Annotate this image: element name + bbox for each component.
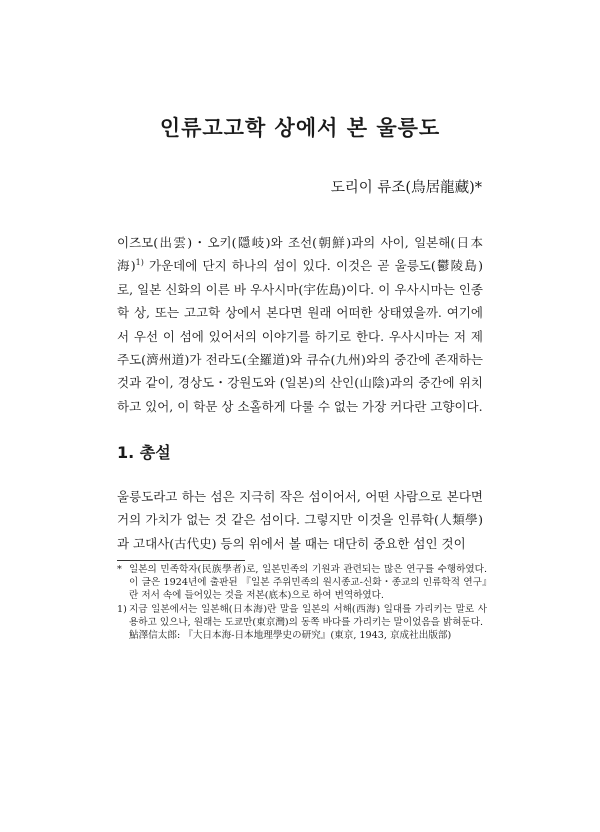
document-title: 인류고고학 상에서 본 울릉도 — [159, 115, 441, 140]
footnote-source: 鮎澤信太郎: 『大日本海-日本地理學史の研究』(東京, 1943, 京成社出版部) — [129, 630, 452, 642]
intro-paragraph — [117, 231, 483, 418]
intro-text-cont: 가운데에 단지 하나의 섬이 있다. 이것은 곧 울릉도(鬱陵島)로, 일본 신화의 이른 바 우사시마(宇佐島)이다. 이 우사시마는 인종학 상, 또는 고고학 상에서 본다면 원래 어떠한 상태였을까. 여기에서 우선 이 섬에 있어서의 이야기를 하기로 한다. 우사시마는 저 제주도(濟州道)가 전라도(全羅道)와 큐슈(九州)와의 중간에 존재하는 것과 같이, 경상도・강원도와 (일본)의 산인(山陰)과의 중간에 위치하고 있어, 이 학문 상 소홀하게 다룰 수 없는 가장 커다란 고향이다. — [117, 258, 483, 414]
footnotes — [117, 563, 487, 642]
footnote-1 — [117, 603, 487, 629]
author-line: 도리이 류조(鳥居龍藏)* — [330, 180, 482, 196]
section-heading: 1. 총설 — [117, 443, 171, 462]
footnote-text: 지금 일본에서는 일본해(日本海)란 말을 일본의 서해(西海) 일대를 가리키는 말로 사용하고 있으나, 원래는 도쿄만(東京灣)의 동쪽 바다를 가리키는 말이었음을 밝혀둔다. — [129, 603, 487, 628]
footnote-author — [117, 563, 487, 603]
footnote-mark: * — [117, 564, 122, 575]
footnote-mark: 1) — [117, 603, 127, 615]
footnote-ref-1[interactable]: 1) — [135, 258, 144, 268]
section-paragraph: 울릉도라고 하는 섬은 지극히 작은 섬이어서, 어떤 사람으로 본다면 거의 가치가 없는 것 같은 섬이다. 그렇지만 이것을 인류학(人類學)과 고대사(古代史) 등의 위에서 볼 때는 대단히 중요한 섬인 것이 — [117, 489, 483, 551]
footnote-text: 일본의 민족학자(民族學者)로, 일본민족의 기원과 관련되는 많은 연구를 수행하였다. 이 글은 1924년에 출판된 『일본 주위민족의 원시종교-신화・종교의 인류학적 연구』란 저서 속에 들어있는 것을 저본(底本)으로 하여 번역하였다. — [129, 564, 487, 602]
intro-text: 이즈모(出雲)・오키(隱岐)와 조선(朝鮮)과의 사이, 일본해(日本海) — [117, 235, 483, 274]
footnote-divider — [117, 560, 245, 561]
